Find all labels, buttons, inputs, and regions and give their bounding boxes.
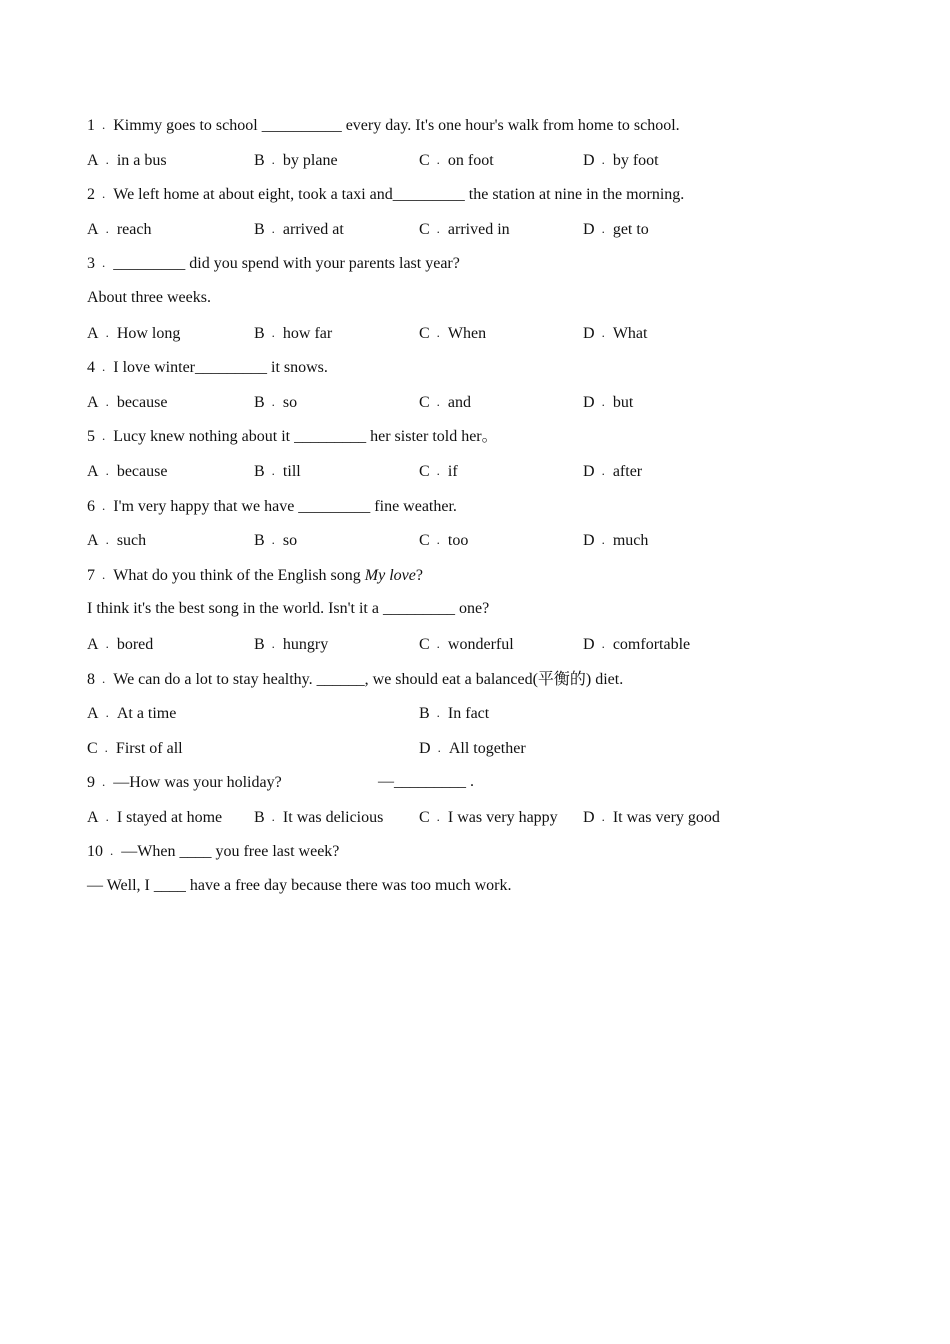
option-a <box>87 385 167 421</box>
question-9-options-line <box>87 800 887 835</box>
option-label: C <box>87 739 98 757</box>
label-separator-dot: . <box>271 393 275 409</box>
option-label: A <box>87 808 99 826</box>
option-label: D <box>583 635 595 653</box>
option-text: till <box>282 462 301 480</box>
answer-blank: —_________ . <box>378 773 474 791</box>
option-label: C <box>419 808 430 826</box>
option-text: because <box>116 393 168 411</box>
question-3-stem-line <box>87 246 887 281</box>
question-stem: Lucy knew nothing about it _________ her sister told her。 <box>113 428 498 446</box>
option-c <box>419 143 494 179</box>
option-text: because <box>116 462 168 480</box>
question-8-options-line-1 <box>87 696 887 731</box>
label-separator-dot: . <box>601 324 605 340</box>
option-a <box>87 800 222 836</box>
option-text: if <box>447 462 458 480</box>
option-b <box>254 523 297 559</box>
number-separator-dot: . <box>102 359 106 375</box>
label-separator-dot: . <box>601 220 605 236</box>
option-label: B <box>254 808 265 826</box>
question-1-stem-line <box>87 108 887 143</box>
option-text: comfortable <box>612 635 691 653</box>
number-separator-dot: . <box>102 774 106 790</box>
option-c <box>419 385 471 421</box>
label-separator-dot: . <box>105 705 109 721</box>
option-text: When <box>447 324 487 342</box>
label-separator-dot: . <box>105 808 109 824</box>
option-d <box>583 143 659 179</box>
label-separator-dot: . <box>105 393 109 409</box>
label-separator-dot: . <box>436 462 440 478</box>
question-stem: I'm very happy that we have _________ fine weather. <box>113 497 457 515</box>
option-label: C <box>419 220 430 238</box>
option-c <box>419 212 510 248</box>
option-b <box>419 696 489 732</box>
question-6-stem-line <box>87 489 887 524</box>
option-text: on foot <box>447 151 494 169</box>
question-stem: —When ____ you free last week? <box>121 843 340 861</box>
label-separator-dot: . <box>105 220 109 236</box>
option-text: I was very happy <box>447 808 558 826</box>
option-a <box>87 627 153 663</box>
question-7-reply-line <box>87 592 887 627</box>
option-label: A <box>87 705 99 723</box>
option-d <box>583 523 648 559</box>
option-text: What <box>612 324 648 342</box>
option-label: C <box>419 532 430 550</box>
option-label: D <box>583 532 595 550</box>
number-separator-dot: . <box>102 566 106 582</box>
option-label: B <box>254 462 265 480</box>
option-d <box>583 212 649 248</box>
question-10-reply-line <box>87 869 887 904</box>
question-stem: I love winter_________ it snows. <box>113 359 328 377</box>
option-text: It was very good <box>612 808 720 826</box>
question-number: 6 <box>87 497 95 515</box>
label-separator-dot: . <box>271 462 275 478</box>
question-stem: We left home at about eight, took a taxi and_________ the station at nine in the morning. <box>113 186 685 204</box>
option-label: A <box>87 220 99 238</box>
option-text: I stayed at home <box>116 808 223 826</box>
question-7-options-line <box>87 627 887 662</box>
option-label: B <box>419 705 430 723</box>
option-text: by foot <box>612 151 659 169</box>
option-a <box>87 316 180 352</box>
option-label: B <box>254 635 265 653</box>
option-label: A <box>87 532 99 550</box>
question-number: 2 <box>87 186 95 204</box>
reply-text: I think it's the best song in the world. Isn't it a _________ one? <box>87 600 490 618</box>
question-10-stem-line <box>87 834 887 869</box>
number-separator-dot: . <box>102 117 106 132</box>
question-stem: We can do a lot to stay healthy. ______, we should eat a balanced(平衡的) diet. <box>113 670 624 688</box>
option-d <box>583 385 633 421</box>
option-text: arrived at <box>282 220 344 238</box>
option-text: in a bus <box>116 151 167 169</box>
option-text: hungry <box>282 635 329 653</box>
question-3-options-line <box>87 316 887 351</box>
option-label: D <box>583 220 595 238</box>
option-a <box>87 454 167 490</box>
option-text: How long <box>116 324 181 342</box>
option-label: C <box>419 151 430 169</box>
option-label: D <box>583 462 595 480</box>
option-a <box>87 523 146 559</box>
option-d <box>419 731 526 767</box>
question-number: 8 <box>87 670 95 688</box>
option-text: too <box>447 532 469 550</box>
reply-text: About three weeks. <box>87 288 211 306</box>
number-separator-dot: . <box>102 186 106 202</box>
option-a <box>87 696 176 732</box>
label-separator-dot: . <box>105 462 109 478</box>
option-a <box>87 143 167 179</box>
option-label: B <box>254 393 265 411</box>
label-separator-dot: . <box>104 739 108 755</box>
label-separator-dot: . <box>436 393 440 409</box>
label-separator-dot: . <box>601 462 605 478</box>
question-4-stem-line <box>87 350 887 385</box>
question-number: 5 <box>87 428 95 446</box>
option-text: All together <box>448 739 526 757</box>
question-number: 9 <box>87 774 95 792</box>
number-separator-dot: . <box>102 255 106 271</box>
label-separator-dot: . <box>436 705 440 721</box>
option-c <box>419 627 514 663</box>
option-d <box>583 316 647 352</box>
label-separator-dot: . <box>601 151 605 167</box>
option-text: bored <box>116 635 154 653</box>
option-text: First of all <box>115 739 183 757</box>
option-text: In fact <box>447 705 490 723</box>
label-separator-dot: . <box>271 532 275 548</box>
option-text: by plane <box>282 151 338 169</box>
label-separator-dot: . <box>271 220 275 236</box>
question-8-options-line-2 <box>87 731 887 766</box>
option-c <box>419 523 468 559</box>
question-5-options-line <box>87 454 887 489</box>
question-2-stem-line <box>87 177 887 212</box>
option-text: so <box>282 393 298 411</box>
label-separator-dot: . <box>436 324 440 340</box>
label-separator-dot: . <box>105 635 109 651</box>
question-stem: Kimmy goes to school __________ every day. It's one hour's walk from home to school. <box>113 117 680 134</box>
questions-block <box>87 108 887 904</box>
option-d <box>583 627 690 663</box>
option-b <box>254 143 338 179</box>
option-text: It was delicious <box>282 808 384 826</box>
label-separator-dot: . <box>436 532 440 548</box>
option-c <box>419 800 558 836</box>
question-number: 1 <box>87 117 95 134</box>
option-b <box>254 212 344 248</box>
label-separator-dot: . <box>105 532 109 548</box>
option-label: C <box>419 393 430 411</box>
question-7-stem-line <box>87 558 887 593</box>
label-separator-dot: . <box>436 151 440 167</box>
label-separator-dot: . <box>601 635 605 651</box>
option-text: how far <box>282 324 333 342</box>
option-label: D <box>583 151 595 169</box>
option-label: A <box>87 324 99 342</box>
option-b <box>254 454 301 490</box>
label-separator-dot: . <box>601 808 605 824</box>
number-separator-dot: . <box>102 670 106 686</box>
option-text: much <box>612 532 649 550</box>
option-label: A <box>87 151 99 169</box>
option-label: B <box>254 324 265 342</box>
label-separator-dot: . <box>105 324 109 340</box>
option-label: B <box>254 151 265 169</box>
number-separator-dot: . <box>102 428 106 444</box>
question-5-stem-line <box>87 419 887 454</box>
label-separator-dot: . <box>601 393 605 409</box>
option-label: C <box>419 635 430 653</box>
question-8-stem-line <box>87 662 887 697</box>
label-separator-dot: . <box>271 635 275 651</box>
option-b <box>254 627 328 663</box>
question-number: 7 <box>87 566 95 584</box>
option-label: C <box>419 462 430 480</box>
question-1-options-line <box>87 143 887 178</box>
number-separator-dot: . <box>110 843 114 859</box>
option-label: D <box>419 739 431 757</box>
option-label: A <box>87 393 99 411</box>
label-separator-dot: . <box>437 739 441 755</box>
option-text: arrived in <box>447 220 510 238</box>
option-label: A <box>87 635 99 653</box>
option-d <box>583 800 720 836</box>
option-b <box>254 385 297 421</box>
question-number: 4 <box>87 359 95 377</box>
option-label: B <box>254 220 265 238</box>
option-a <box>87 212 151 248</box>
option-text: get to <box>612 220 649 238</box>
question-stem: —How was your holiday? <box>113 774 282 792</box>
label-separator-dot: . <box>601 532 605 548</box>
option-text: At a time <box>116 705 177 723</box>
label-separator-dot: . <box>436 808 440 824</box>
option-label: D <box>583 808 595 826</box>
question-stem-prefix: What do you think of the English song <box>113 566 365 584</box>
question-6-options-line <box>87 523 887 558</box>
question-number: 10 <box>87 843 103 861</box>
option-text: and <box>447 393 472 411</box>
label-separator-dot: . <box>271 324 275 340</box>
option-label: C <box>419 324 430 342</box>
song-title-italic: My love <box>364 566 416 584</box>
option-c <box>419 316 486 352</box>
option-label: B <box>254 532 265 550</box>
label-separator-dot: . <box>271 808 275 824</box>
option-label: D <box>583 324 595 342</box>
question-2-options-line <box>87 212 887 247</box>
option-text: such <box>116 532 147 550</box>
option-text: reach <box>116 220 152 238</box>
option-b <box>254 316 332 352</box>
option-c <box>419 454 458 490</box>
reply-text: — Well, I ____ have a free day because there was too much work. <box>87 877 512 895</box>
label-separator-dot: . <box>271 151 275 167</box>
label-separator-dot: . <box>105 151 109 167</box>
option-text: so <box>282 532 298 550</box>
option-label: D <box>583 393 595 411</box>
option-label: A <box>87 462 99 480</box>
question-3-reply-line <box>87 281 887 316</box>
question-9-stem-line <box>87 765 887 800</box>
option-b <box>254 800 383 836</box>
option-c <box>87 731 183 767</box>
question-stem-suffix: ? <box>415 566 423 584</box>
option-d <box>583 454 642 490</box>
option-text: but <box>612 393 634 411</box>
question-4-options-line <box>87 385 887 420</box>
option-text: after <box>612 462 643 480</box>
label-separator-dot: . <box>436 220 440 236</box>
question-number: 3 <box>87 255 95 273</box>
option-text: wonderful <box>447 635 514 653</box>
number-separator-dot: . <box>102 497 106 513</box>
question-stem: _________ did you spend with your parents last year? <box>113 255 460 273</box>
label-separator-dot: . <box>436 635 440 651</box>
